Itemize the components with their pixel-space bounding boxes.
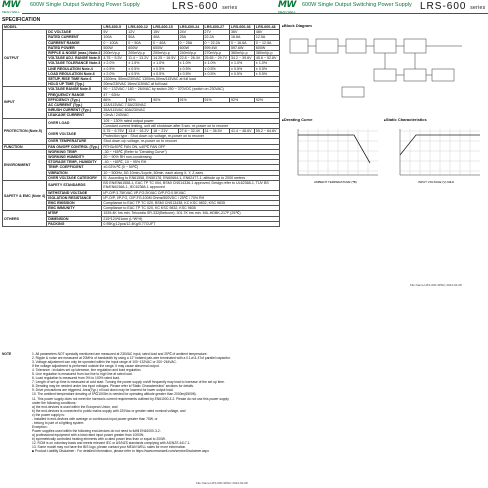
spec-label: OVER VOLTAGE bbox=[47, 129, 102, 139]
spec-label: RATED POWER bbox=[47, 45, 102, 50]
spec-value: ± 0.5% bbox=[127, 71, 152, 76]
logo-mark: MW bbox=[2, 0, 20, 10]
spec-value: 12.5A bbox=[254, 35, 279, 40]
static-characteristics-chart bbox=[386, 125, 482, 185]
spec-label: DIMENSION bbox=[47, 216, 102, 221]
spec-value: Constant current limiting, unit will shutdown after 5 sec. re-power on to recover bbox=[102, 123, 280, 128]
spec-value: ± 0.5% bbox=[127, 66, 152, 71]
spec-value: 16.6A bbox=[230, 35, 255, 40]
series-label: series bbox=[222, 5, 238, 11]
group-label: PROTECTION (Note.5) bbox=[3, 118, 47, 144]
note-line: 6. Load regulation is measured from 0% to 100% rated load. bbox=[32, 376, 120, 381]
spec-label: WORKING TEMP. bbox=[47, 149, 102, 154]
spec-value: 25A bbox=[178, 35, 203, 40]
spec-value: 41.4 ~ 48.6V bbox=[230, 129, 255, 134]
spec-value: 0 ~ 22.2A bbox=[203, 40, 230, 45]
spec-row bbox=[3, 211, 280, 216]
note-line: 5. Line regulation is measured from low line to high line at rated load. bbox=[32, 372, 133, 377]
spec-value: 0 ~ 12.5A bbox=[254, 40, 279, 45]
spec-value: ± 1.5% bbox=[127, 61, 152, 66]
model-name-right: LRS-600 bbox=[420, 1, 467, 12]
spec-value: 0 ~ 100A bbox=[102, 40, 127, 45]
spec-value: 45.6 ~ 52.8V bbox=[254, 56, 279, 61]
model-name: LRS-600 bbox=[172, 1, 219, 12]
spec-label: MTBF bbox=[47, 211, 102, 216]
spec-value: 11.4 ~ 13.2V bbox=[127, 56, 152, 61]
spec-value: <2mA / 240VAC bbox=[102, 113, 280, 118]
spec-value: ± 0.5% bbox=[230, 71, 255, 76]
spec-value: 90% bbox=[152, 97, 179, 102]
static-x-label: INPUT VOLTAGE (V) 60Hz bbox=[418, 180, 455, 184]
spec-value: ± 0.5% bbox=[178, 71, 203, 76]
model-column-header: LRS-600-5 bbox=[102, 25, 127, 30]
note-line: - belong to part of a lighting system bbox=[32, 420, 84, 425]
derating-curve-chart bbox=[284, 125, 380, 185]
spec-value: 22.2A bbox=[203, 35, 230, 40]
spec-value: 200mVp-p bbox=[152, 51, 179, 56]
group-label: OTHERS bbox=[3, 211, 47, 227]
spec-value: 600W bbox=[178, 45, 203, 50]
model-column-header: LRS-600-15 bbox=[152, 25, 179, 30]
spec-value: 13.8 ~ 16.2V bbox=[127, 129, 152, 134]
spec-label: DC VOLTAGE bbox=[47, 30, 102, 35]
spec-value: 100A bbox=[102, 35, 127, 40]
spec-label: LOAD REGULATION Note.6 bbox=[47, 71, 102, 76]
spec-value: Protection type : Shut down o/p voltage, re-power on to recover bbox=[102, 134, 280, 139]
spec-value: 1300ms, 50ms/230VAC 1300ms,50ms/115VAC at full load bbox=[102, 77, 280, 82]
spec-row bbox=[3, 181, 280, 190]
spec-label: OVER LOAD bbox=[47, 118, 102, 128]
spec-value: ± 0.5% bbox=[254, 66, 279, 71]
spec-value: 25.65 ~ 29.7V bbox=[203, 56, 230, 61]
spec-label: VOLTAGE RANGE Note.5 bbox=[47, 87, 102, 92]
model-column-header: LRS-600-24 bbox=[178, 25, 203, 30]
header-rule bbox=[22, 13, 488, 14]
notes-list bbox=[32, 352, 280, 453]
spec-value: ± 1.0% bbox=[152, 61, 179, 66]
spec-value: 10 ~ 500Hz, 5G 10min./1cycle, 60min. each along X, Y, Z axes bbox=[102, 170, 280, 175]
spec-label: ISOLATION RESISTANCE bbox=[47, 195, 102, 200]
spec-value: 270mVp-p bbox=[203, 51, 230, 56]
spec-value: 55.2 ~ 64.8V bbox=[254, 129, 279, 134]
spec-value: BS EN/EN61558-1, EAC TP TC 004, BSMI CNS14336-1 approved; Design refer to UL62368-1, TUV BS EN/EN62368-1, IEC62368-1 approved bbox=[102, 181, 280, 190]
group-label: OUTPUT bbox=[3, 30, 47, 87]
note-line: 9. Drive precautions are triggered. Area(Typ.) of load down may be lowered for lower output load. bbox=[32, 388, 174, 393]
model-header-label: MODEL bbox=[3, 25, 102, 30]
spec-value: 20ms/230VAC 16ms/115VAC at full load bbox=[102, 82, 280, 87]
spec-value: 12A/115VAC 7.5A/230VAC bbox=[102, 103, 280, 108]
note-line: 1. All parameters NOT specially mentioned are measured at 230VAC input, rated load and 25℃ of ambient temperature. bbox=[32, 352, 208, 356]
spec-value: ± 1.0% bbox=[203, 61, 230, 66]
spec-label: TEMP. COEFFICIENT bbox=[47, 165, 102, 170]
note-line: 2. Ripple & noise are measured at 20MHz of bandwidth by using a 12" twisted pair-wire terminated with a 0.1uf & 47uf parallel capacitor. bbox=[32, 356, 231, 361]
spec-value: 15V bbox=[152, 30, 179, 35]
spec-value: 91% bbox=[203, 97, 230, 102]
derating-line bbox=[298, 135, 370, 163]
notes-label: NOTE bbox=[2, 352, 12, 356]
spec-value: Shut down o/p voltage, re-power on to recover bbox=[102, 139, 280, 144]
note-line: b) symmetrically controlled heating elements with a rated power less than or equal to 200W. bbox=[32, 436, 166, 441]
spec-value: 48V bbox=[254, 30, 279, 35]
note-line: 12. ROM is on voluntary basis and meets relevant IEC or AS/NZS standards complying with AS/NZS 4417.1. bbox=[32, 441, 191, 446]
spec-value: 92% bbox=[230, 97, 255, 102]
spec-label: LINE REGULATION Note.4 bbox=[47, 66, 102, 71]
note-line: 8. Derating may be needed under low input voltages. Please refer to"Static Characteristics" sections for details. bbox=[32, 384, 194, 389]
block-diagram-heading: ■ Block Diagram bbox=[282, 23, 312, 28]
spec-value: 360mVp-p bbox=[230, 51, 255, 56]
spec-label: WITHSTAND VOLTAGE bbox=[47, 190, 102, 195]
spec-value: ± 0.5% bbox=[254, 71, 279, 76]
spec-value: 600W bbox=[127, 45, 152, 50]
mean-well-logo bbox=[2, 1, 22, 16]
spec-value: 599.4W bbox=[203, 45, 230, 50]
spec-label: OVER VOLTAGE CATEGORY bbox=[47, 175, 102, 180]
spec-value: 600W bbox=[152, 45, 179, 50]
spec-value: 0 ~ 25A bbox=[178, 40, 203, 45]
specification-title: SPECIFICATION bbox=[2, 17, 41, 23]
spec-label: FAN ON/OFF CONTROL (Typ.) bbox=[47, 144, 102, 149]
spec-value: 22.8 ~ 26.4V bbox=[178, 56, 203, 61]
spec-value: 50A bbox=[127, 35, 152, 40]
spec-value: 105 ~ 130% rated output power bbox=[102, 118, 280, 123]
model-title-right bbox=[420, 1, 485, 12]
spec-value: 0.95Kg;12pcs/12.4Kg/0.77CUFT bbox=[102, 221, 280, 226]
file-name-footer-right: File Name:LRS-600-SPEC 2024-02-08 bbox=[410, 283, 462, 287]
spec-value: Compliance to EAC TP TC 020, KC KSC 9832, KSC 9835 bbox=[102, 206, 280, 211]
model-column-header: LRS-600-48 bbox=[254, 25, 279, 30]
note-line: Power supplies used within the following end-devices do not need to fulfill EN61000-3-2: bbox=[32, 428, 161, 433]
spec-value: 500W bbox=[102, 45, 127, 50]
group-label: ENVIRONMENT bbox=[3, 149, 47, 180]
note-line: 11. This power supply does not meet the harmonic current requirements outlined by EN61000-3-2. Please do not use this power supply bbox=[32, 396, 229, 401]
spec-value: ± 0.5% bbox=[203, 71, 230, 76]
spec-value: -40 ~ +85℃, 10 ~ 95% RH bbox=[102, 160, 280, 165]
spec-value: ± 0.5% bbox=[152, 71, 179, 76]
logo-subtext: MEAN WELL bbox=[2, 10, 20, 14]
derating-x-label: AMBIENT TEMPERATURE (℃) bbox=[314, 180, 357, 184]
block-diagram bbox=[282, 29, 486, 109]
spec-value: 92% bbox=[254, 97, 279, 102]
spec-value: 5V bbox=[102, 30, 127, 35]
spec-value: Compliance to EAC TP TC 020, BSMI CNS13438, KC KSC 9832, KSC 9835 bbox=[102, 200, 280, 205]
note-line: 10. The ambient temperature derating of 5℃/1000m is needed for operating altitude greater than 2000m(6500ft). bbox=[32, 392, 197, 397]
spec-value: I/P-O/P, I/P-FG, O/P-FG:100M Ohms/500VDC / 25℃ / 70% RH bbox=[102, 195, 280, 200]
spec-label: CURRENT RANGE bbox=[47, 40, 102, 45]
note-line: 4. Tolerance : includes set up tolerance, line regulation and load regulation. bbox=[32, 368, 142, 373]
spec-value: III; According to EN61558, EN50178, EN60664-1, EN62477-1; altitude up to 2000 meters bbox=[102, 175, 280, 180]
group-label: FUNCTION bbox=[3, 144, 47, 149]
spec-value: ± 0.5% bbox=[152, 66, 179, 71]
spec-value: 380mVp-p bbox=[254, 51, 279, 56]
spec-label: OVER TEMPERATURE bbox=[47, 139, 102, 144]
spec-value: 4.75 ~ 5.5V bbox=[102, 56, 127, 61]
group-label: SAFETY & EMC (Note 4) bbox=[3, 181, 47, 211]
model-title bbox=[172, 1, 237, 12]
spec-value: 90% bbox=[127, 97, 152, 102]
spec-label: AC CURRENT (Typ.) bbox=[47, 103, 102, 108]
spec-value: 90 ~ 132VAC / 180 ~ 264VAC by switch 250 ~ 370VDC (switch on 230VAC) bbox=[102, 87, 280, 92]
spec-value: ± 1.0% bbox=[178, 61, 203, 66]
series-label-right: series bbox=[470, 5, 486, 11]
spec-value: 12V bbox=[127, 30, 152, 35]
spec-label: SETUP, RISE TIME Note.6 bbox=[47, 77, 102, 82]
spec-value: ± 0.5% bbox=[178, 66, 203, 71]
spec-label: PACKING bbox=[47, 221, 102, 226]
spec-value: 36V bbox=[230, 30, 255, 35]
model-column-header: LRS-600-12 bbox=[127, 25, 152, 30]
note-line: 7. Length of set up time is measured at cold start. Turning the power supply on/off frequently may lead to increase of the set up time. bbox=[32, 380, 225, 385]
note-line: ■ Product Liability Disclaimer : For detailed information, please refer to https://www.meanwell.com/serviceDisclaimer.aspx bbox=[32, 449, 209, 454]
spec-value: I/P-O/P:3.75KVAC I/P-FG:2KVAC O/P-FG:0.5KVAC bbox=[102, 190, 280, 195]
spec-label: VIBRATION bbox=[47, 170, 102, 175]
note-line: under the following conditions: bbox=[32, 400, 77, 405]
spec-label: SAFETY STANDARDS bbox=[47, 181, 102, 190]
right-column bbox=[280, 17, 488, 488]
spec-value: 597.6W bbox=[230, 45, 255, 50]
product-description: 600W Single Output Switching Power Supply bbox=[30, 2, 140, 8]
spec-label: INRUSH CURRENT (Typ.) bbox=[47, 108, 102, 113]
spec-label: RIPPLE & NOISE (max.) Note.2 bbox=[48, 51, 101, 56]
spec-value: ± 2.0% bbox=[102, 61, 127, 66]
spec-value: -30 ~ +65℃ (Refer to "Derating Curve") bbox=[102, 149, 280, 154]
spec-value: 14.25 ~ 16.5V bbox=[152, 56, 179, 61]
product-description-right: 600W Single Output Switching Power Supply bbox=[302, 2, 412, 8]
spec-value: 35A/115VAC 60A/230VAC bbox=[102, 108, 280, 113]
spec-value: 18 ~ 21V bbox=[152, 129, 179, 134]
spec-label: EMC IMMUNITY bbox=[47, 206, 102, 211]
spec-value: 91% bbox=[178, 97, 203, 102]
spec-value: 600W bbox=[254, 45, 279, 50]
spec-label: EMC EMISSION bbox=[47, 200, 102, 205]
spec-value: 86% bbox=[102, 97, 127, 102]
spec-value: 200mVp-p bbox=[102, 51, 127, 56]
spec-label: VOLTAGE ADJ. RANGE Note.5 bbox=[48, 56, 100, 61]
spec-value: ± 1.0% bbox=[230, 61, 255, 66]
logo-mark-right: MW bbox=[278, 0, 296, 10]
model-column-header: LRS-600-36 bbox=[230, 25, 255, 30]
note-line: - installed in end-devices with average or continuous input power greater than 75W, or bbox=[32, 416, 158, 421]
spec-value: ± 0.5% bbox=[203, 66, 230, 71]
static-characteristics-heading: ■ Static Characteristics bbox=[384, 117, 427, 122]
spec-value: 0 ~ 40A bbox=[152, 40, 179, 45]
page-header bbox=[0, 0, 488, 17]
derating-curve-heading: ■ Derating Curve bbox=[282, 117, 313, 122]
spec-value: 24V bbox=[178, 30, 203, 35]
spec-label: FREQUENCY RANGE bbox=[47, 92, 102, 97]
spec-value: RTH3≥50℃ FAN ON, ≤40℃ FAN OFF bbox=[102, 144, 280, 149]
spec-value: 200mVp-p bbox=[127, 51, 152, 56]
spec-value: 5.75 ~ 6.75V bbox=[102, 129, 127, 134]
spec-value: 215*124*61mm (L*W*H) bbox=[102, 216, 280, 221]
spec-value: 40A bbox=[152, 35, 179, 40]
spec-value: 27.6 ~ 32.4V bbox=[178, 129, 203, 134]
spec-value: 31 ~ 36.5V bbox=[203, 129, 230, 134]
note-line: a) professional equipment with a total rated input power greater than 1000W; bbox=[32, 432, 144, 437]
file-name-footer: File Name:LRS-600-SPEC 2024-02-08 bbox=[196, 481, 248, 485]
mean-well-logo-right bbox=[278, 1, 298, 16]
note-line: c) the power supply is: bbox=[32, 412, 65, 417]
spec-value: ±0.03%/℃ (0 ~ 50℃) bbox=[102, 165, 280, 170]
spec-value: 0 ~ 50A bbox=[127, 40, 152, 45]
spec-label: RATED CURRENT bbox=[47, 35, 102, 40]
spec-label: WORKING HUMIDITY bbox=[47, 155, 102, 160]
spec-value: ± 1.0% bbox=[254, 61, 279, 66]
group-label: INPUT bbox=[3, 87, 47, 118]
spec-value: 0 ~ 16.6A bbox=[230, 40, 255, 45]
logo-subtext-right: MEAN WELL bbox=[278, 10, 296, 14]
spec-value: ± 0.5% bbox=[102, 66, 127, 71]
spec-label: STORAGE TEMP., HUMIDITY bbox=[47, 160, 102, 165]
spec-value: ± 0.5% bbox=[230, 66, 255, 71]
spec-value: 34.2 ~ 39.6V bbox=[230, 56, 255, 61]
note-line: b) the end-devices is connected to public mains supply with 220Vac or greater rated nominal voltage, and bbox=[32, 408, 186, 413]
note-line: If the voltage adjustment is performed outside the range, it may cause abnormal output. bbox=[32, 364, 160, 369]
spec-label: HOLD UP TIME (Typ.) bbox=[47, 82, 102, 87]
spec-value: 47 ~ 63Hz bbox=[102, 92, 280, 97]
spec-value: 1539.4K hrs min. Telcordia SR-332(Bellcore); 301.7K hrs min. MIL-HDBK-217F (25℃) bbox=[102, 211, 280, 216]
spec-value: ± 2.0% bbox=[102, 71, 127, 76]
spec-table bbox=[2, 24, 280, 227]
spec-value: 27V bbox=[203, 30, 230, 35]
note-line: 3. Voltage adjustment can only be operated within the input range of 100~132VAC or 200~264VAC. bbox=[32, 360, 177, 365]
spec-value: 20 ~ 90% RH non-condensing bbox=[102, 155, 280, 160]
spec-label: VOLTAGE TOLERANCE Note.3 bbox=[48, 61, 101, 66]
model-column-header: LRS-600-27 bbox=[203, 25, 230, 30]
note-line: a) the end-devices is used within the European Union, and bbox=[32, 404, 118, 409]
spec-label: EFFICIENCY (Typ.) bbox=[47, 97, 102, 102]
note-line: Exception : bbox=[32, 424, 49, 429]
spec-value: 240mVp-p bbox=[178, 51, 203, 56]
note-line: 13. Some model may not have the BIS logo, please contact your MEAN WELL sales for more information. bbox=[32, 445, 187, 450]
spec-label: LEAKAGE CURRENT bbox=[47, 113, 102, 118]
